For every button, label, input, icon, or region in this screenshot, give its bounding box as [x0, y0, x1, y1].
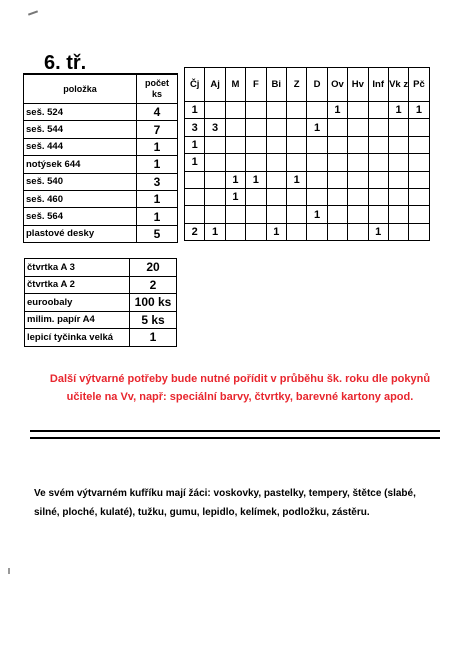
subject-grid-body — [185, 102, 430, 241]
subject-cell — [205, 136, 225, 153]
supply-row — [25, 276, 177, 294]
subject-header: Vk z — [388, 68, 408, 102]
subject-cell — [225, 223, 245, 240]
item-row — [24, 208, 178, 225]
subject-cell: 3 — [185, 119, 205, 136]
item-name: plastové desky — [24, 225, 137, 242]
subject-cell — [205, 102, 225, 119]
subject-cell — [205, 188, 225, 205]
subject-cell — [388, 223, 408, 240]
subject-cell — [225, 119, 245, 136]
subject-header: D — [307, 68, 327, 102]
subject-cell — [266, 171, 286, 188]
subject-cell — [409, 119, 429, 136]
items-header-name: položka — [24, 74, 137, 104]
supply-quantity: 2 — [130, 276, 177, 294]
subject-cell — [225, 136, 245, 153]
subject-cell — [409, 171, 429, 188]
supply-quantity: 20 — [130, 259, 177, 277]
supply-row — [25, 329, 177, 347]
subject-cell: 1 — [225, 188, 245, 205]
subject-cell — [266, 102, 286, 119]
subject-cell — [286, 188, 306, 205]
subject-cell — [246, 223, 266, 240]
subject-cell — [327, 206, 347, 223]
subject-cell — [185, 206, 205, 223]
divider-line — [30, 437, 440, 439]
subject-cell: 1 — [409, 102, 429, 119]
subject-cell — [246, 102, 266, 119]
supply-quantity: 5 ks — [130, 311, 177, 329]
subject-row — [185, 223, 430, 240]
subject-cell — [368, 136, 388, 153]
items-header-count-line1: počet — [144, 78, 169, 88]
item-count: 1 — [137, 190, 178, 207]
subject-cell — [409, 136, 429, 153]
subject-cell — [307, 136, 327, 153]
subject-cell — [409, 223, 429, 240]
subject-cell — [388, 119, 408, 136]
items-header-count — [137, 74, 178, 104]
item-name: seš. 540 — [24, 173, 137, 190]
subject-cell — [327, 154, 347, 171]
subject-header: Inf — [368, 68, 388, 102]
subject-header: Hv — [348, 68, 368, 102]
subject-cell — [409, 188, 429, 205]
subject-cell — [368, 206, 388, 223]
subject-row — [185, 188, 430, 205]
subject-header-row — [185, 68, 430, 102]
subject-cell — [348, 188, 368, 205]
subject-cell: 1 — [307, 206, 327, 223]
subject-cell — [205, 206, 225, 223]
items-table — [23, 73, 178, 243]
divider-line — [30, 430, 440, 432]
subject-cell — [327, 223, 347, 240]
subject-cell — [388, 188, 408, 205]
subject-cell: 1 — [388, 102, 408, 119]
subject-cell — [225, 206, 245, 223]
item-count: 1 — [137, 156, 178, 173]
subject-header: Ov — [327, 68, 347, 102]
supply-name: euroobaly — [25, 294, 130, 312]
subject-cell — [348, 154, 368, 171]
item-name: seš. 460 — [24, 190, 137, 207]
subject-cell — [327, 119, 347, 136]
additional-supplies-note: Další výtvarné potřeby bude nutné pořídit v průběhu šk. roku dle pokynů učitele na Vv, např: speciální barvy, čtvrtky, barevné kartony apod. — [49, 373, 431, 403]
subject-cell: 3 — [205, 119, 225, 136]
subject-cell — [205, 171, 225, 188]
subject-header: M — [225, 68, 245, 102]
subject-cell — [368, 119, 388, 136]
subject-cell — [307, 154, 327, 171]
subject-cell: 1 — [205, 223, 225, 240]
subject-cell — [388, 154, 408, 171]
subject-cell — [327, 136, 347, 153]
subject-cell: 1 — [185, 154, 205, 171]
subject-header: Z — [286, 68, 306, 102]
subject-cell — [348, 136, 368, 153]
subject-cell — [205, 154, 225, 171]
item-row — [24, 225, 178, 242]
supply-row — [25, 311, 177, 329]
item-name: seš. 524 — [24, 104, 137, 121]
item-count: 4 — [137, 104, 178, 121]
subject-cell — [307, 188, 327, 205]
subject-cell — [348, 206, 368, 223]
subject-cell — [388, 136, 408, 153]
subject-cell — [286, 119, 306, 136]
subject-cell — [286, 223, 306, 240]
subject-cell — [246, 136, 266, 153]
item-row — [24, 121, 178, 138]
subject-cell — [307, 102, 327, 119]
subject-cell: 2 — [185, 223, 205, 240]
subject-cell — [185, 188, 205, 205]
subject-cell — [286, 206, 306, 223]
subject-cell: 1 — [225, 171, 245, 188]
supply-row — [25, 294, 177, 312]
subject-cell — [185, 171, 205, 188]
subject-row — [185, 171, 430, 188]
subject-cell: 1 — [266, 223, 286, 240]
supply-name: milim. papír A4 — [25, 311, 130, 329]
subject-cell: 1 — [307, 119, 327, 136]
subject-cell — [286, 102, 306, 119]
supply-name: lepicí tyčinka velká — [25, 329, 130, 347]
art-kit-note: Ve svém výtvarném kufříku mají žáci: voskovky, pastelky, tempery, štětce (slabé, silné, ploché, kulaté), tužku, gumu, lepidlo, kelímek, podložku, zástěru. — [34, 488, 416, 518]
subject-cell — [266, 188, 286, 205]
subject-row — [185, 206, 430, 223]
subject-cell — [348, 171, 368, 188]
item-name: notýsek 644 — [24, 156, 137, 173]
scan-artifact — [28, 10, 38, 15]
subject-cell — [286, 136, 306, 153]
scan-artifact — [8, 568, 10, 574]
item-count: 1 — [137, 208, 178, 225]
subject-cell — [225, 154, 245, 171]
subject-cell — [327, 171, 347, 188]
subject-cell — [388, 206, 408, 223]
supply-row — [25, 259, 177, 277]
subject-cell — [348, 223, 368, 240]
subject-header: Pč — [409, 68, 429, 102]
item-count: 5 — [137, 225, 178, 242]
subject-cell — [409, 154, 429, 171]
page-title: 6. tř. — [44, 52, 87, 74]
subject-cell — [246, 119, 266, 136]
subject-cell: 1 — [327, 102, 347, 119]
subject-row — [185, 154, 430, 171]
subject-cell — [348, 119, 368, 136]
supply-name: čtvrtka A 2 — [25, 276, 130, 294]
subject-cell — [307, 223, 327, 240]
subject-cell: 1 — [185, 102, 205, 119]
subject-grid — [184, 67, 430, 241]
supply-quantity: 1 — [130, 329, 177, 347]
subject-cell — [368, 171, 388, 188]
subject-header: Bi — [266, 68, 286, 102]
subject-cell: 1 — [246, 171, 266, 188]
items-header-count-line2: ks — [151, 89, 162, 99]
subject-cell — [246, 154, 266, 171]
item-name: seš. 444 — [24, 138, 137, 155]
item-row — [24, 190, 178, 207]
subject-row — [185, 102, 430, 119]
subject-cell — [327, 188, 347, 205]
subject-row — [185, 119, 430, 136]
subject-cell — [348, 102, 368, 119]
subject-cell — [246, 206, 266, 223]
subject-header: Aj — [205, 68, 225, 102]
subject-cell — [388, 171, 408, 188]
item-name: seš. 564 — [24, 208, 137, 225]
subject-cell — [225, 102, 245, 119]
item-count: 3 — [137, 173, 178, 190]
subject-cell: 1 — [185, 136, 205, 153]
item-row — [24, 156, 178, 173]
item-name: seš. 544 — [24, 121, 137, 138]
supplies-body — [25, 259, 177, 347]
subject-cell: 1 — [286, 171, 306, 188]
items-body — [24, 104, 178, 243]
subject-cell — [368, 188, 388, 205]
subject-cell — [286, 154, 306, 171]
subject-row — [185, 136, 430, 153]
subject-cell — [266, 154, 286, 171]
subject-cell — [409, 206, 429, 223]
item-row — [24, 104, 178, 121]
subject-cell: 1 — [368, 223, 388, 240]
supply-name: čtvrtka A 3 — [25, 259, 130, 277]
subject-header: Čj — [185, 68, 205, 102]
subject-cell — [266, 206, 286, 223]
item-count: 1 — [137, 138, 178, 155]
supplies-table — [24, 258, 177, 347]
item-count: 7 — [137, 121, 178, 138]
subject-cell — [266, 136, 286, 153]
subject-header: F — [246, 68, 266, 102]
subject-cell — [246, 188, 266, 205]
subject-cell — [368, 102, 388, 119]
subject-cell — [368, 154, 388, 171]
supply-quantity: 100 ks — [130, 294, 177, 312]
item-row — [24, 173, 178, 190]
subject-cell — [307, 171, 327, 188]
subject-cell — [266, 119, 286, 136]
item-row — [24, 138, 178, 155]
